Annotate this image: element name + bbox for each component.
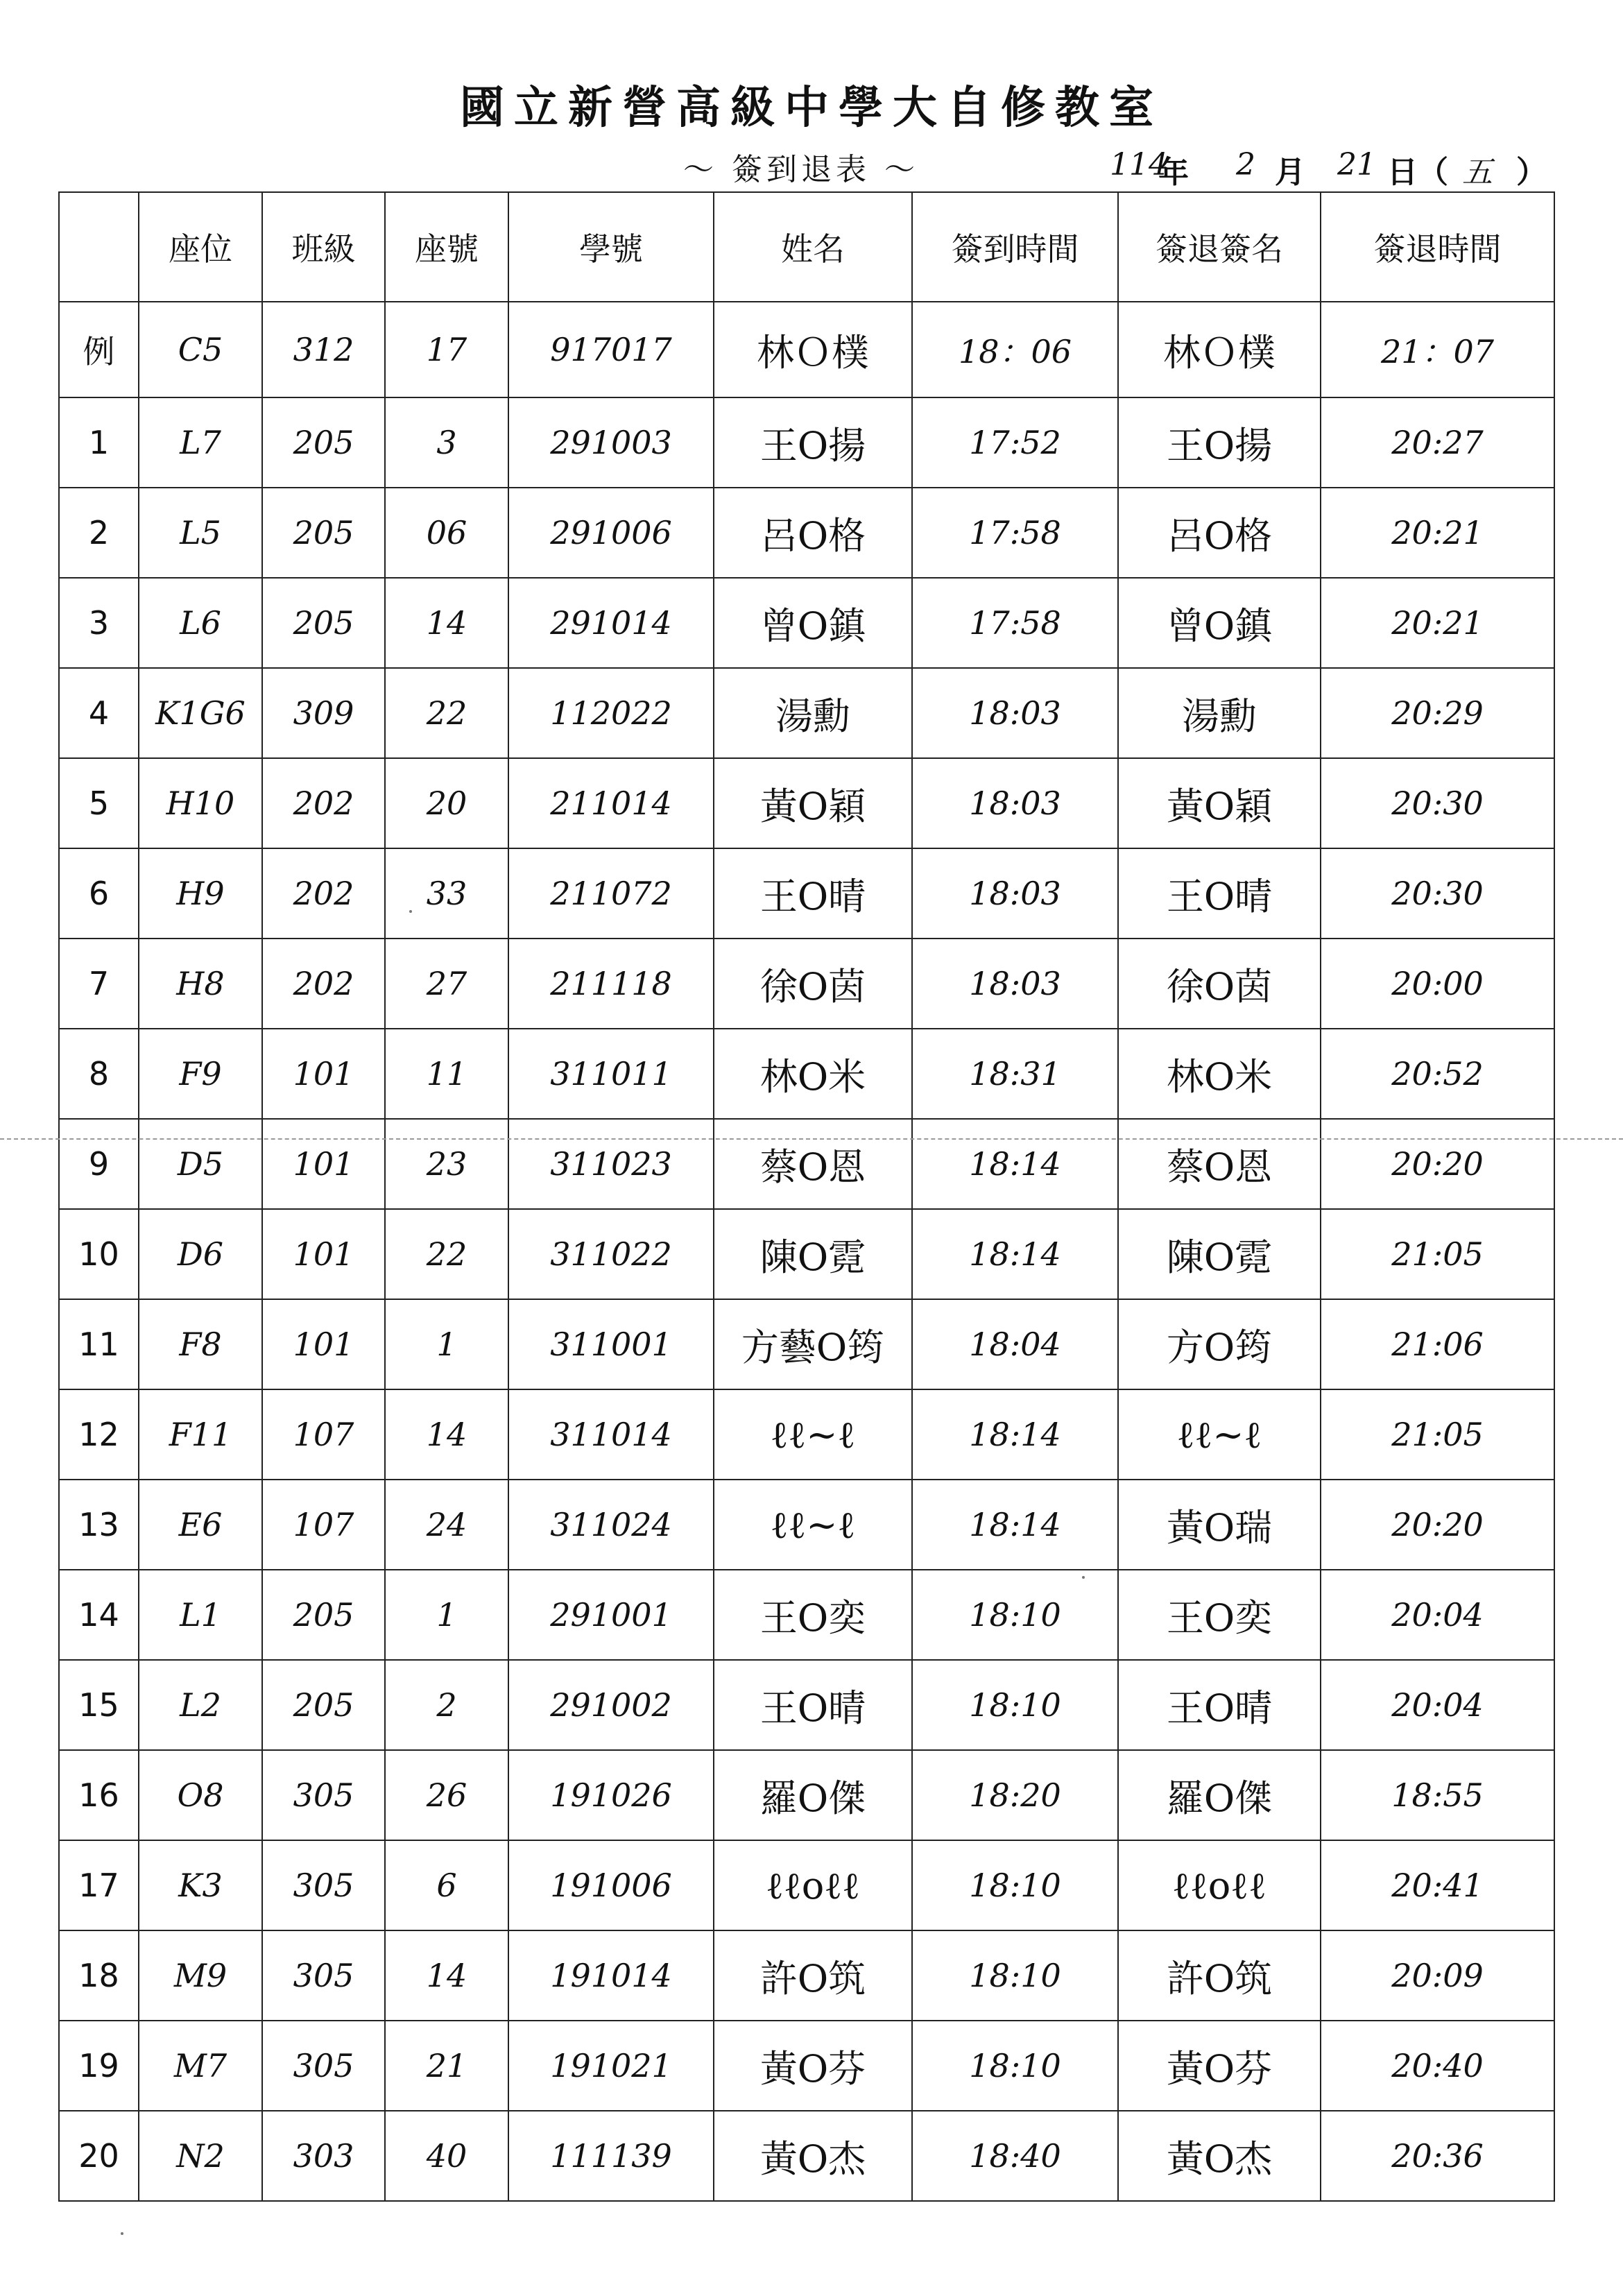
seat-cell: E6 <box>139 1480 262 1570</box>
sign-in-time-cell: 18:03 <box>912 848 1118 939</box>
seat-cell: L1 <box>139 1570 262 1660</box>
form-subtitle: ～ 簽到退表 ～ <box>683 152 919 187</box>
seat-cell: F11 <box>139 1389 262 1480</box>
sign-out-time-cell: 20:04 <box>1321 1570 1554 1660</box>
table-row <box>59 1389 1554 1480</box>
example-seat-no: 17 <box>385 302 508 397</box>
seat-cell: N2 <box>139 2111 262 2201</box>
student-id-cell: 112022 <box>508 668 714 758</box>
sign-out-signature-cell: 王O晴 <box>1118 848 1321 939</box>
sign-out-signature-cell: 王O揚 <box>1118 397 1321 488</box>
scan-speck <box>1082 1576 1085 1579</box>
class-cell: 101 <box>262 1029 385 1119</box>
sign-out-signature-cell: 黃O杰 <box>1118 2111 1321 2201</box>
sign-out-signature-cell: 黃O穎 <box>1118 758 1321 848</box>
table-row <box>59 488 1554 578</box>
seat-no-cell: 33 <box>385 848 508 939</box>
sign-out-time-cell: 20:00 <box>1321 939 1554 1029</box>
student-id-cell: 191026 <box>508 1750 714 1840</box>
sign-out-time-cell: 20:41 <box>1321 1840 1554 1930</box>
seat-cell: L2 <box>139 1660 262 1750</box>
class-cell: 309 <box>262 668 385 758</box>
date-weekday: 五 <box>1462 155 1493 190</box>
sign-out-time-cell: 20:52 <box>1321 1029 1554 1119</box>
sign-out-signature-cell: 羅O傑 <box>1118 1750 1321 1840</box>
row-number: 7 <box>59 939 139 1029</box>
row-number: 13 <box>59 1480 139 1570</box>
name-cell: 黃O杰 <box>714 2111 912 2201</box>
table-row <box>59 1840 1554 1930</box>
student-id-cell: 291006 <box>508 488 714 578</box>
row-number: 4 <box>59 668 139 758</box>
student-id-cell: 191014 <box>508 1930 714 2021</box>
example-student-id: 917017 <box>508 302 714 397</box>
student-id-cell: 291003 <box>508 397 714 488</box>
header-student-id: 學號 <box>508 192 714 302</box>
class-cell: 202 <box>262 848 385 939</box>
sign-out-signature-cell: 方O筠 <box>1118 1299 1321 1389</box>
row-number: 1 <box>59 397 139 488</box>
sign-in-time-cell: 18:31 <box>912 1029 1118 1119</box>
sign-out-time-cell: 21:05 <box>1321 1389 1554 1480</box>
date-day-label: 日（ <box>1387 155 1448 190</box>
class-cell: 305 <box>262 1840 385 1930</box>
sign-out-signature-cell: 曾O鎮 <box>1118 578 1321 668</box>
header-sign-in-time: 簽到時間 <box>912 192 1118 302</box>
date-month: 2 <box>1236 147 1255 182</box>
sign-out-time-cell: 20:20 <box>1321 1119 1554 1209</box>
name-cell: 王O揚 <box>714 397 912 488</box>
row-number: 12 <box>59 1389 139 1480</box>
student-id-cell: 291001 <box>508 1570 714 1660</box>
name-cell: ℓℓoℓℓ <box>714 1840 912 1930</box>
table-row <box>59 1209 1554 1299</box>
sign-out-signature-cell: 蔡O恩 <box>1118 1119 1321 1209</box>
sign-out-time-cell: 18:55 <box>1321 1750 1554 1840</box>
table-row <box>59 939 1554 1029</box>
row-number: 20 <box>59 2111 139 2201</box>
table-row <box>59 1480 1554 1570</box>
student-id-cell: 211072 <box>508 848 714 939</box>
sign-out-time-cell: 20:21 <box>1321 488 1554 578</box>
class-cell: 303 <box>262 2111 385 2201</box>
student-id-cell: 211118 <box>508 939 714 1029</box>
sign-in-time-cell: 18:14 <box>912 1119 1118 1209</box>
row-number: 14 <box>59 1570 139 1660</box>
class-cell: 205 <box>262 1660 385 1750</box>
sign-out-signature-cell: 黃O芬 <box>1118 2021 1321 2111</box>
seat-cell: M7 <box>139 2021 262 2111</box>
seat-no-cell: 40 <box>385 2111 508 2201</box>
row-number: 5 <box>59 758 139 848</box>
class-cell: 205 <box>262 578 385 668</box>
sign-out-signature-cell: 王O奕 <box>1118 1570 1321 1660</box>
seat-no-cell: 22 <box>385 668 508 758</box>
sign-out-signature-cell: 呂O格 <box>1118 488 1321 578</box>
class-cell: 202 <box>262 758 385 848</box>
sign-in-time-cell: 18:03 <box>912 758 1118 848</box>
sign-in-time-cell: 18:20 <box>912 1750 1118 1840</box>
name-cell: 湯勳 <box>714 668 912 758</box>
sign-in-time-cell: 18:10 <box>912 1840 1118 1930</box>
student-id-cell: 311022 <box>508 1209 714 1299</box>
student-id-cell: 191006 <box>508 1840 714 1930</box>
student-id-cell: 291002 <box>508 1660 714 1750</box>
table-row <box>59 1029 1554 1119</box>
class-cell: 101 <box>262 1119 385 1209</box>
seat-no-cell: 3 <box>385 397 508 488</box>
row-number: 17 <box>59 1840 139 1930</box>
class-cell: 205 <box>262 488 385 578</box>
student-id-cell: 311014 <box>508 1389 714 1480</box>
name-cell: 曾O鎮 <box>714 578 912 668</box>
seat-cell: F9 <box>139 1029 262 1119</box>
sign-in-time-cell: 18:10 <box>912 2021 1118 2111</box>
header-name: 姓名 <box>714 192 912 302</box>
date-day: 21 <box>1337 147 1376 182</box>
student-id-cell: 291014 <box>508 578 714 668</box>
seat-cell: F8 <box>139 1299 262 1389</box>
example-sign-out-time: 21：07 <box>1321 302 1554 397</box>
name-cell: 王O奕 <box>714 1570 912 1660</box>
seat-cell: L5 <box>139 488 262 578</box>
date-year: 114 <box>1110 147 1168 182</box>
example-sign-out-signature: 林Ｏ樸 <box>1118 302 1321 397</box>
header-sign-out-time: 簽退時間 <box>1321 192 1554 302</box>
header-row <box>59 192 1554 302</box>
student-id-cell: 211014 <box>508 758 714 848</box>
scan-speck <box>121 2232 123 2235</box>
header-sign-out-signature: 簽退簽名 <box>1118 192 1321 302</box>
name-cell: 黃O穎 <box>714 758 912 848</box>
student-id-cell: 311024 <box>508 1480 714 1570</box>
row-number: 15 <box>59 1660 139 1750</box>
seat-cell: D6 <box>139 1209 262 1299</box>
sign-in-time-cell: 18:14 <box>912 1209 1118 1299</box>
seat-cell: L7 <box>139 397 262 488</box>
sign-in-time-cell: 18:10 <box>912 1930 1118 2021</box>
table-row <box>59 397 1554 488</box>
table-row <box>59 2021 1554 2111</box>
header-seat-no: 座號 <box>385 192 508 302</box>
row-number: 2 <box>59 488 139 578</box>
table-row <box>59 578 1554 668</box>
row-number: 8 <box>59 1029 139 1119</box>
name-cell: 陳O霓 <box>714 1209 912 1299</box>
sign-in-time-cell: 18:14 <box>912 1389 1118 1480</box>
header-index <box>59 192 139 302</box>
sign-out-signature-cell: 徐O茵 <box>1118 939 1321 1029</box>
seat-no-cell: 11 <box>385 1029 508 1119</box>
sign-out-time-cell: 20:27 <box>1321 397 1554 488</box>
seat-no-cell: 24 <box>385 1480 508 1570</box>
seat-no-cell: 1 <box>385 1299 508 1389</box>
sign-in-time-cell: 18:14 <box>912 1480 1118 1570</box>
name-cell: 王O晴 <box>714 1660 912 1750</box>
sign-in-out-table <box>58 191 1555 2202</box>
class-cell: 101 <box>262 1299 385 1389</box>
sign-in-time-cell: 18:10 <box>912 1570 1118 1660</box>
seat-no-cell: 2 <box>385 1660 508 1750</box>
seat-no-cell: 14 <box>385 1930 508 2021</box>
class-cell: 305 <box>262 1750 385 1840</box>
table-row <box>59 1299 1554 1389</box>
row-number: 6 <box>59 848 139 939</box>
sign-out-time-cell: 20:36 <box>1321 2111 1554 2201</box>
name-cell: 呂O格 <box>714 488 912 578</box>
example-row <box>59 302 1554 397</box>
sign-in-time-cell: 17:52 <box>912 397 1118 488</box>
seat-no-cell: 14 <box>385 1389 508 1480</box>
sign-out-time-cell: 20:30 <box>1321 758 1554 848</box>
header-class: 班級 <box>262 192 385 302</box>
sign-in-time-cell: 18:03 <box>912 939 1118 1029</box>
sign-out-signature-cell: ℓℓ~ℓ <box>1118 1389 1321 1480</box>
name-cell: ℓℓ~ℓ <box>714 1389 912 1480</box>
row-number: 16 <box>59 1750 139 1840</box>
class-cell: 305 <box>262 1930 385 2021</box>
sign-out-time-cell: 20:20 <box>1321 1480 1554 1570</box>
table-row <box>59 668 1554 758</box>
class-cell: 107 <box>262 1480 385 1570</box>
table-row <box>59 1660 1554 1750</box>
row-number: 10 <box>59 1209 139 1299</box>
table-row <box>59 758 1554 848</box>
seat-cell: O8 <box>139 1750 262 1840</box>
student-id-cell: 311001 <box>508 1299 714 1389</box>
name-cell: ℓℓ~ℓ <box>714 1480 912 1570</box>
seat-no-cell: 26 <box>385 1750 508 1840</box>
table-row <box>59 1570 1554 1660</box>
seat-no-cell: 06 <box>385 488 508 578</box>
sign-out-time-cell: 20:30 <box>1321 848 1554 939</box>
seat-cell: K1G6 <box>139 668 262 758</box>
row-number: 18 <box>59 1930 139 2021</box>
table-row <box>59 1119 1554 1209</box>
class-cell: 107 <box>262 1389 385 1480</box>
table-row <box>59 2111 1554 2201</box>
class-cell: 205 <box>262 397 385 488</box>
name-cell: 方藝O筠 <box>714 1299 912 1389</box>
sign-out-signature-cell: 許O筑 <box>1118 1930 1321 2021</box>
name-cell: 王O晴 <box>714 848 912 939</box>
table-row <box>59 1930 1554 2021</box>
seat-cell: H9 <box>139 848 262 939</box>
seat-cell: D5 <box>139 1119 262 1209</box>
seat-cell: K3 <box>139 1840 262 1930</box>
example-seat: C5 <box>139 302 262 397</box>
student-id-cell: 311011 <box>508 1029 714 1119</box>
sign-out-time-cell: 20:40 <box>1321 2021 1554 2111</box>
class-cell: 205 <box>262 1570 385 1660</box>
example-name: 林Ｏ樸 <box>714 302 912 397</box>
sign-out-time-cell: 20:09 <box>1321 1930 1554 2021</box>
date-year-label: 年 <box>1158 155 1189 190</box>
sign-out-signature-cell: 湯勳 <box>1118 668 1321 758</box>
sign-out-time-cell: 21:06 <box>1321 1299 1554 1389</box>
seat-no-cell: 22 <box>385 1209 508 1299</box>
sign-out-signature-cell: 王O晴 <box>1118 1660 1321 1750</box>
row-number: 11 <box>59 1299 139 1389</box>
sign-out-time-cell: 20:29 <box>1321 668 1554 758</box>
table-row <box>59 848 1554 939</box>
class-cell: 305 <box>262 2021 385 2111</box>
seat-no-cell: 20 <box>385 758 508 848</box>
example-class: 312 <box>262 302 385 397</box>
sign-in-time-cell: 18:40 <box>912 2111 1118 2201</box>
sign-in-time-cell: 17:58 <box>912 578 1118 668</box>
seat-no-cell: 27 <box>385 939 508 1029</box>
sign-out-signature-cell: ℓℓoℓℓ <box>1118 1840 1321 1930</box>
seat-cell: L6 <box>139 578 262 668</box>
seat-cell: H8 <box>139 939 262 1029</box>
sign-in-time-cell: 18:10 <box>912 1660 1118 1750</box>
fold-line <box>0 1138 1623 1140</box>
sign-in-time-cell: 17:58 <box>912 488 1118 578</box>
seat-no-cell: 6 <box>385 1840 508 1930</box>
row-number: 19 <box>59 2021 139 2111</box>
name-cell: 黃O芬 <box>714 2021 912 2111</box>
table-row <box>59 1750 1554 1840</box>
name-cell: 徐O茵 <box>714 939 912 1029</box>
row-number: 9 <box>59 1119 139 1209</box>
sign-out-time-cell: 20:04 <box>1321 1660 1554 1750</box>
sign-in-time-cell: 18:03 <box>912 668 1118 758</box>
scan-speck <box>409 910 412 913</box>
sign-out-time-cell: 20:21 <box>1321 578 1554 668</box>
sign-out-signature-cell: 黃O瑞 <box>1118 1480 1321 1570</box>
student-id-cell: 311023 <box>508 1119 714 1209</box>
date-close-label: ） <box>1516 155 1547 190</box>
name-cell: 林O米 <box>714 1029 912 1119</box>
row-number: 3 <box>59 578 139 668</box>
seat-no-cell: 14 <box>385 578 508 668</box>
class-cell: 101 <box>262 1209 385 1299</box>
seat-cell: M9 <box>139 1930 262 2021</box>
student-id-cell: 191021 <box>508 2021 714 2111</box>
seat-cell: H10 <box>139 758 262 848</box>
sign-out-time-cell: 21:05 <box>1321 1209 1554 1299</box>
sign-in-time-cell: 18:04 <box>912 1299 1118 1389</box>
name-cell: 蔡O恩 <box>714 1119 912 1209</box>
seat-no-cell: 1 <box>385 1570 508 1660</box>
form-title: 國立新營高級中學大自修教室 <box>460 82 1163 134</box>
class-cell: 202 <box>262 939 385 1029</box>
student-id-cell: 111139 <box>508 2111 714 2201</box>
header-seat: 座位 <box>139 192 262 302</box>
example-sign-in-time: 18：06 <box>912 302 1118 397</box>
seat-no-cell: 21 <box>385 2021 508 2111</box>
name-cell: 羅O傑 <box>714 1750 912 1840</box>
example-label: 例 <box>59 302 139 397</box>
name-cell: 許O筑 <box>714 1930 912 2021</box>
sign-out-signature-cell: 陳O霓 <box>1118 1209 1321 1299</box>
sign-out-signature-cell: 林O米 <box>1118 1029 1321 1119</box>
date-month-label: 月 <box>1275 155 1305 190</box>
seat-no-cell: 23 <box>385 1119 508 1209</box>
